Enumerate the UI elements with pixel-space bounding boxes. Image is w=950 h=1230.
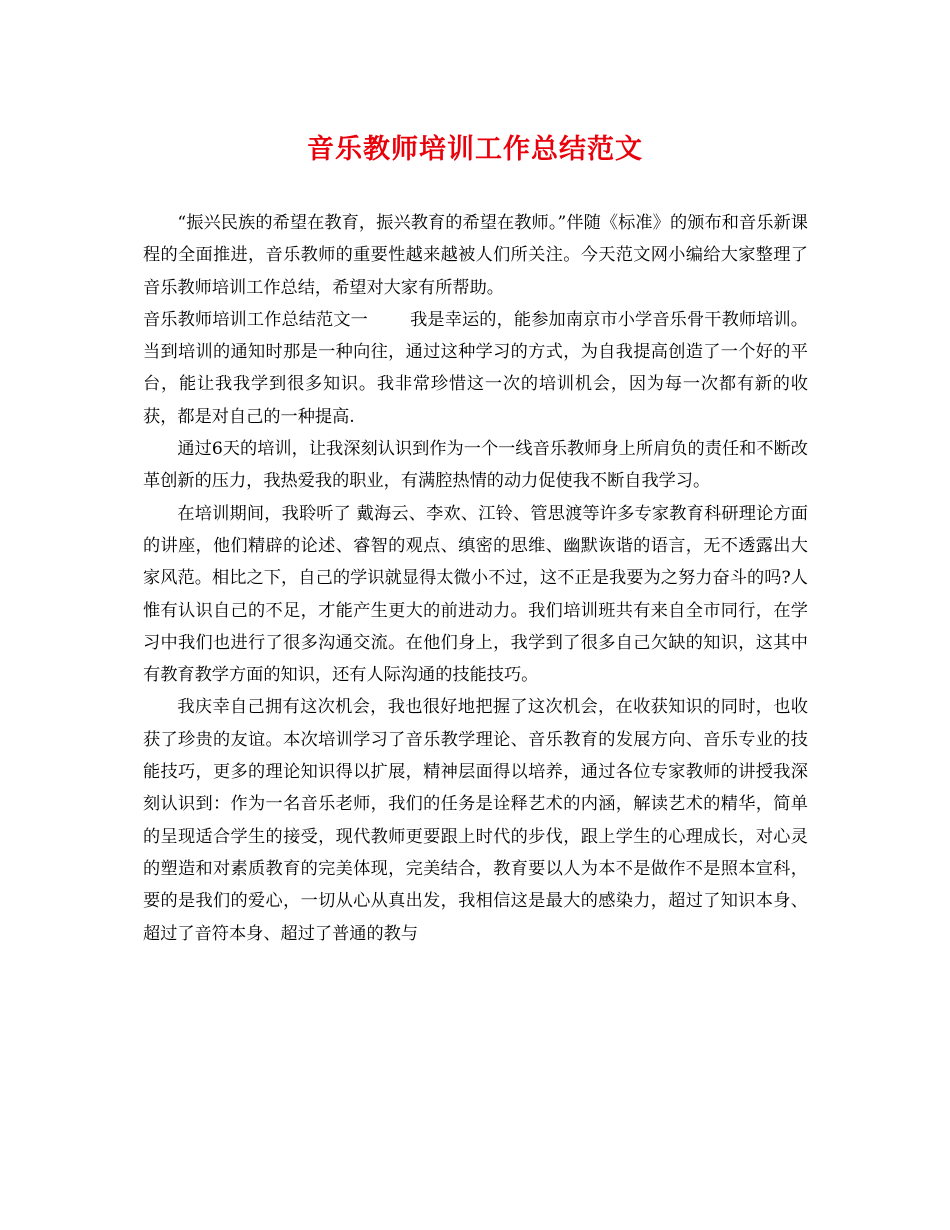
section-heading: 音乐教师培训工作总结范文一 bbox=[143, 309, 368, 330]
intro-paragraph: “振兴民族的希望在教育，振兴教育的希望在教师。”伴随《标准》的颁布和音乐新课程的全面推进，音乐教师的重要性越来越被人们所关注。今天范文网小编给大家整理了音乐教师培训工作总结，希望对大家有所帮助。 bbox=[143, 213, 808, 298]
paragraph-4: 我庆幸自己拥有这次机会，我也很好地把握了这次机会，在收获知识的同时，也收获了珍贵的友谊。本次培训学习了音乐教学理论、音乐教育的发展方向、音乐专业的技能技巧，更多的理论知识得以扩展，精神层面得以培养，通过各位专家教师的讲授我深刻认识到：作为一名音乐老师，我们的任务是诠释艺术的内涵，解读艺术的精华，简单的呈现适合学生的接受，现代教师更要跟上时代的步伐，跟上学生的心理成长，对心灵的塑造和对素质教育的完美体现，完美结合，教育要以人为本不是做作不是照本宣科，要的是我们的爱心，一切从心从真出发，我相信这是最大的感染力，超过了知识本身、超过了音符本身、超过了普通的教与 bbox=[143, 697, 808, 944]
paragraph-2: 通过6天的培训，让我深刻认识到作为一个一线音乐教师身上所肩负的责任和不断改革创新的压力，我热爱我的职业，有满腔热情的动力促使我不断自我学习。 bbox=[143, 439, 808, 492]
document-body bbox=[143, 207, 808, 950]
section-paragraph-1 bbox=[143, 304, 808, 433]
document-title: 音乐教师培训工作总结范文 bbox=[307, 134, 643, 165]
paragraph-1-text: 我是幸运的，能参加南京市小学音乐骨干教师培训。当到培训的通知时那是一种向往，通过这种学习的方式，为自我提高创造了一个好的平台，能让我我学到很多知识。我非常珍惜这一次的培训机会，因为每一次都有新的收获，都是对自己的一种提高. bbox=[143, 309, 808, 427]
paragraph-3: 在培训期间，我聆听了 戴海云、李欢、江铃、管思渡等许多专家教育科研理论方面的讲座，他们精辟的论述、睿智的观点、缜密的思维、幽默诙谐的语言，无不透露出大家风范。相比之下，自己的学识就显得太微小不过，这不正是我要为之努力奋斗的吗?人惟有认识自己的不足，才能产生更大的前进动力。我们培训班共有来自全市同行，在学习中我们也进行了很多沟通交流。在他们身上，我学到了很多自己欠缺的知识，这其中有教育教学方面的知识，还有人际沟通的技能技巧。 bbox=[143, 503, 808, 686]
